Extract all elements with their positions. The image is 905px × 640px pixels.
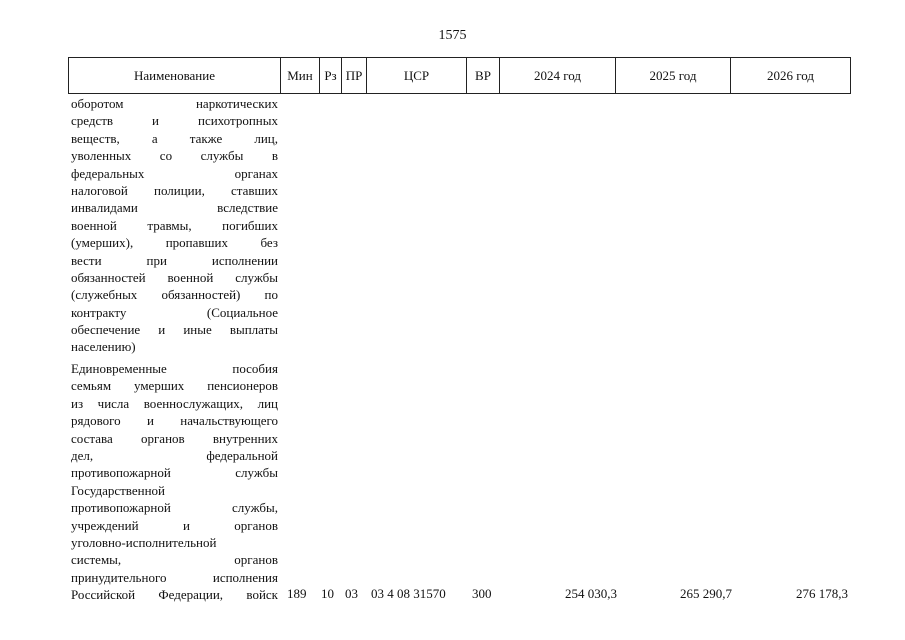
text-line: обязанностей военной службы <box>71 269 278 285</box>
text-line: Государственной <box>71 482 166 498</box>
text-line: семьям умерших пенсионеров <box>71 378 278 394</box>
cell-min: 189 <box>287 586 307 601</box>
cell-csr: 03 4 08 31570 <box>371 586 446 601</box>
text-line: средств и психотропных <box>71 113 278 129</box>
text-line: из числа военнослужащих, лиц <box>71 395 278 411</box>
header-2025: 2025 год <box>616 58 731 94</box>
text-line: системы, органов <box>71 552 278 568</box>
text-line: контракту (Социальное <box>71 304 278 320</box>
text-line: вести при исполнении <box>71 252 278 268</box>
text-line: Российской Федерации, войск <box>71 587 278 603</box>
header-2024: 2024 год <box>500 58 616 94</box>
cell-2024: 254 030,3 <box>565 586 617 601</box>
text-line: противопожарной службы, <box>71 500 278 516</box>
text-line: (служебных обязанностей) по <box>71 287 278 303</box>
header-min: Мин <box>281 58 320 94</box>
header-2026: 2026 год <box>731 58 851 94</box>
page-number: 1575 <box>438 28 467 43</box>
text-line: оборотом наркотических <box>71 96 278 111</box>
text-line: учреждений и органов <box>71 517 278 533</box>
header-pr: ПР <box>342 58 367 94</box>
text-line: инвалидами вследствие <box>71 200 278 216</box>
text-line: Единовременные пособия <box>71 361 278 376</box>
text-line: дел, федеральной <box>71 447 278 463</box>
text-line: принудительного исполнения <box>71 569 278 585</box>
row-name-continued <box>71 95 278 356</box>
text-line: состава органов внутренних <box>71 430 278 446</box>
text-line: (умерших), пропавших без <box>71 235 278 251</box>
text-line: обеспечение и иные выплаты <box>71 322 278 338</box>
text-line: федеральных органах <box>71 165 278 181</box>
table-header <box>68 57 851 94</box>
text-line: противопожарной службы <box>71 465 278 481</box>
text-line: населению) <box>71 339 136 355</box>
text-line: рядового и начальствующего <box>71 413 278 429</box>
header-name: Наименование <box>69 58 281 94</box>
cell-pr: 03 <box>345 586 358 601</box>
cell-vr: 300 <box>472 586 492 601</box>
cell-rz: 10 <box>321 586 334 601</box>
cell-2025: 265 290,7 <box>680 586 732 601</box>
text-line: уголовно-исполнительной <box>71 534 217 550</box>
text-line: веществ, а также лиц, <box>71 130 278 146</box>
header-vr: ВР <box>467 58 500 94</box>
header-csr: ЦСР <box>367 58 467 94</box>
header-rz: Рз <box>320 58 342 94</box>
text-line: уволенных со службы в <box>71 148 278 164</box>
row-name <box>71 360 278 603</box>
text-line: налоговой полиции, ставших <box>71 182 278 198</box>
text-line: военной травмы, погибших <box>71 217 278 233</box>
cell-2026: 276 178,3 <box>796 586 848 601</box>
